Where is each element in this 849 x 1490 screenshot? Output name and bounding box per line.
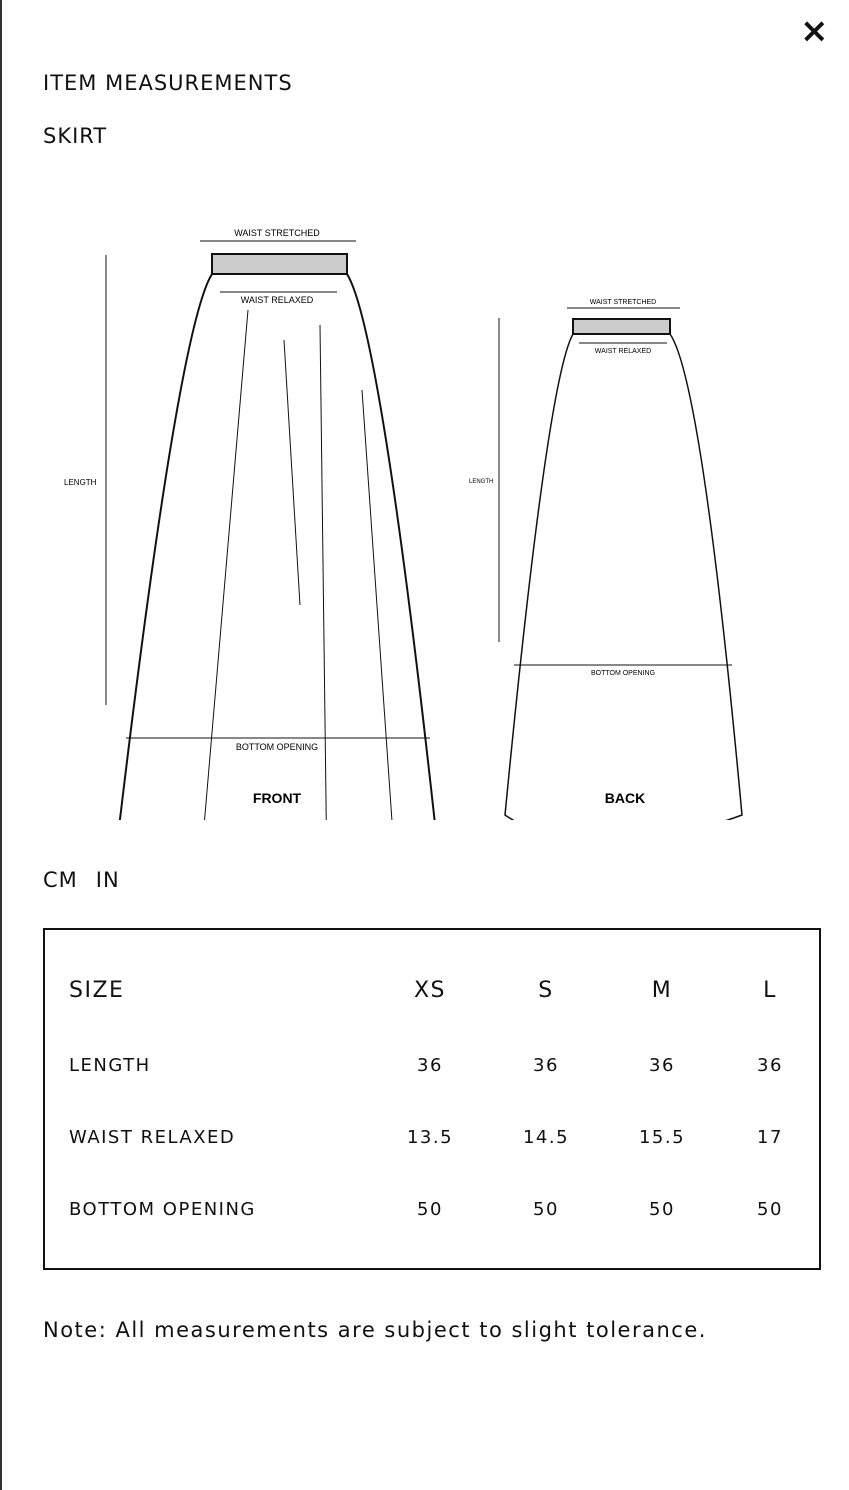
close-icon[interactable]: × [800, 11, 829, 51]
cell: 13.5 [406, 1127, 454, 1148]
back-length: LENGTH [469, 479, 494, 485]
cell: 36 [649, 1055, 675, 1076]
page-title: ITEM MEASUREMENTS [43, 71, 293, 95]
size-table [43, 928, 821, 1270]
back-bottom-opening: BOTTOM OPENING [590, 670, 656, 677]
cell: 50 [757, 1199, 783, 1220]
row-label: LENGTH [69, 1055, 151, 1076]
cell: 36 [417, 1055, 443, 1076]
unit-cm-button[interactable]: CM [43, 868, 78, 892]
header-cell: XS [413, 978, 447, 1003]
unit-in-button[interactable]: IN [95, 868, 120, 892]
front-skirt [106, 241, 440, 820]
cell: 50 [533, 1199, 559, 1220]
cell: 36 [533, 1055, 559, 1076]
cell: 14.5 [522, 1127, 570, 1148]
front-waist-stretched: WAIST STRETCHED [234, 228, 320, 238]
header-cell: M [651, 978, 673, 1003]
header-cell: L [763, 978, 777, 1003]
back-skirt [499, 308, 742, 820]
cell: 50 [417, 1199, 443, 1220]
back-label: BACK [604, 790, 646, 806]
cell: 36 [757, 1055, 783, 1076]
skirt-diagram [2, 200, 849, 820]
cell: 17 [757, 1127, 783, 1148]
row-label: BOTTOM OPENING [69, 1199, 256, 1220]
header-cell: SIZE [69, 978, 125, 1003]
header-cell: S [538, 978, 554, 1003]
front-length: LENGTH [64, 478, 97, 487]
back-waist-stretched: WAIST STRETCHED [589, 299, 657, 306]
tolerance-note: Note: All measurements are subject to slight tolerance. [43, 1318, 707, 1342]
front-bottom-opening: BOTTOM OPENING [235, 742, 319, 752]
front-label: FRONT [252, 790, 302, 806]
back-waist-relaxed: WAIST RELAXED [594, 348, 652, 355]
unit-toggle [43, 868, 138, 892]
front-waist-relaxed: WAIST RELAXED [240, 295, 314, 305]
item-type: SKIRT [43, 124, 108, 148]
cell: 50 [649, 1199, 675, 1220]
cell: 15.5 [638, 1127, 686, 1148]
row-label: WAIST RELAXED [69, 1127, 236, 1148]
